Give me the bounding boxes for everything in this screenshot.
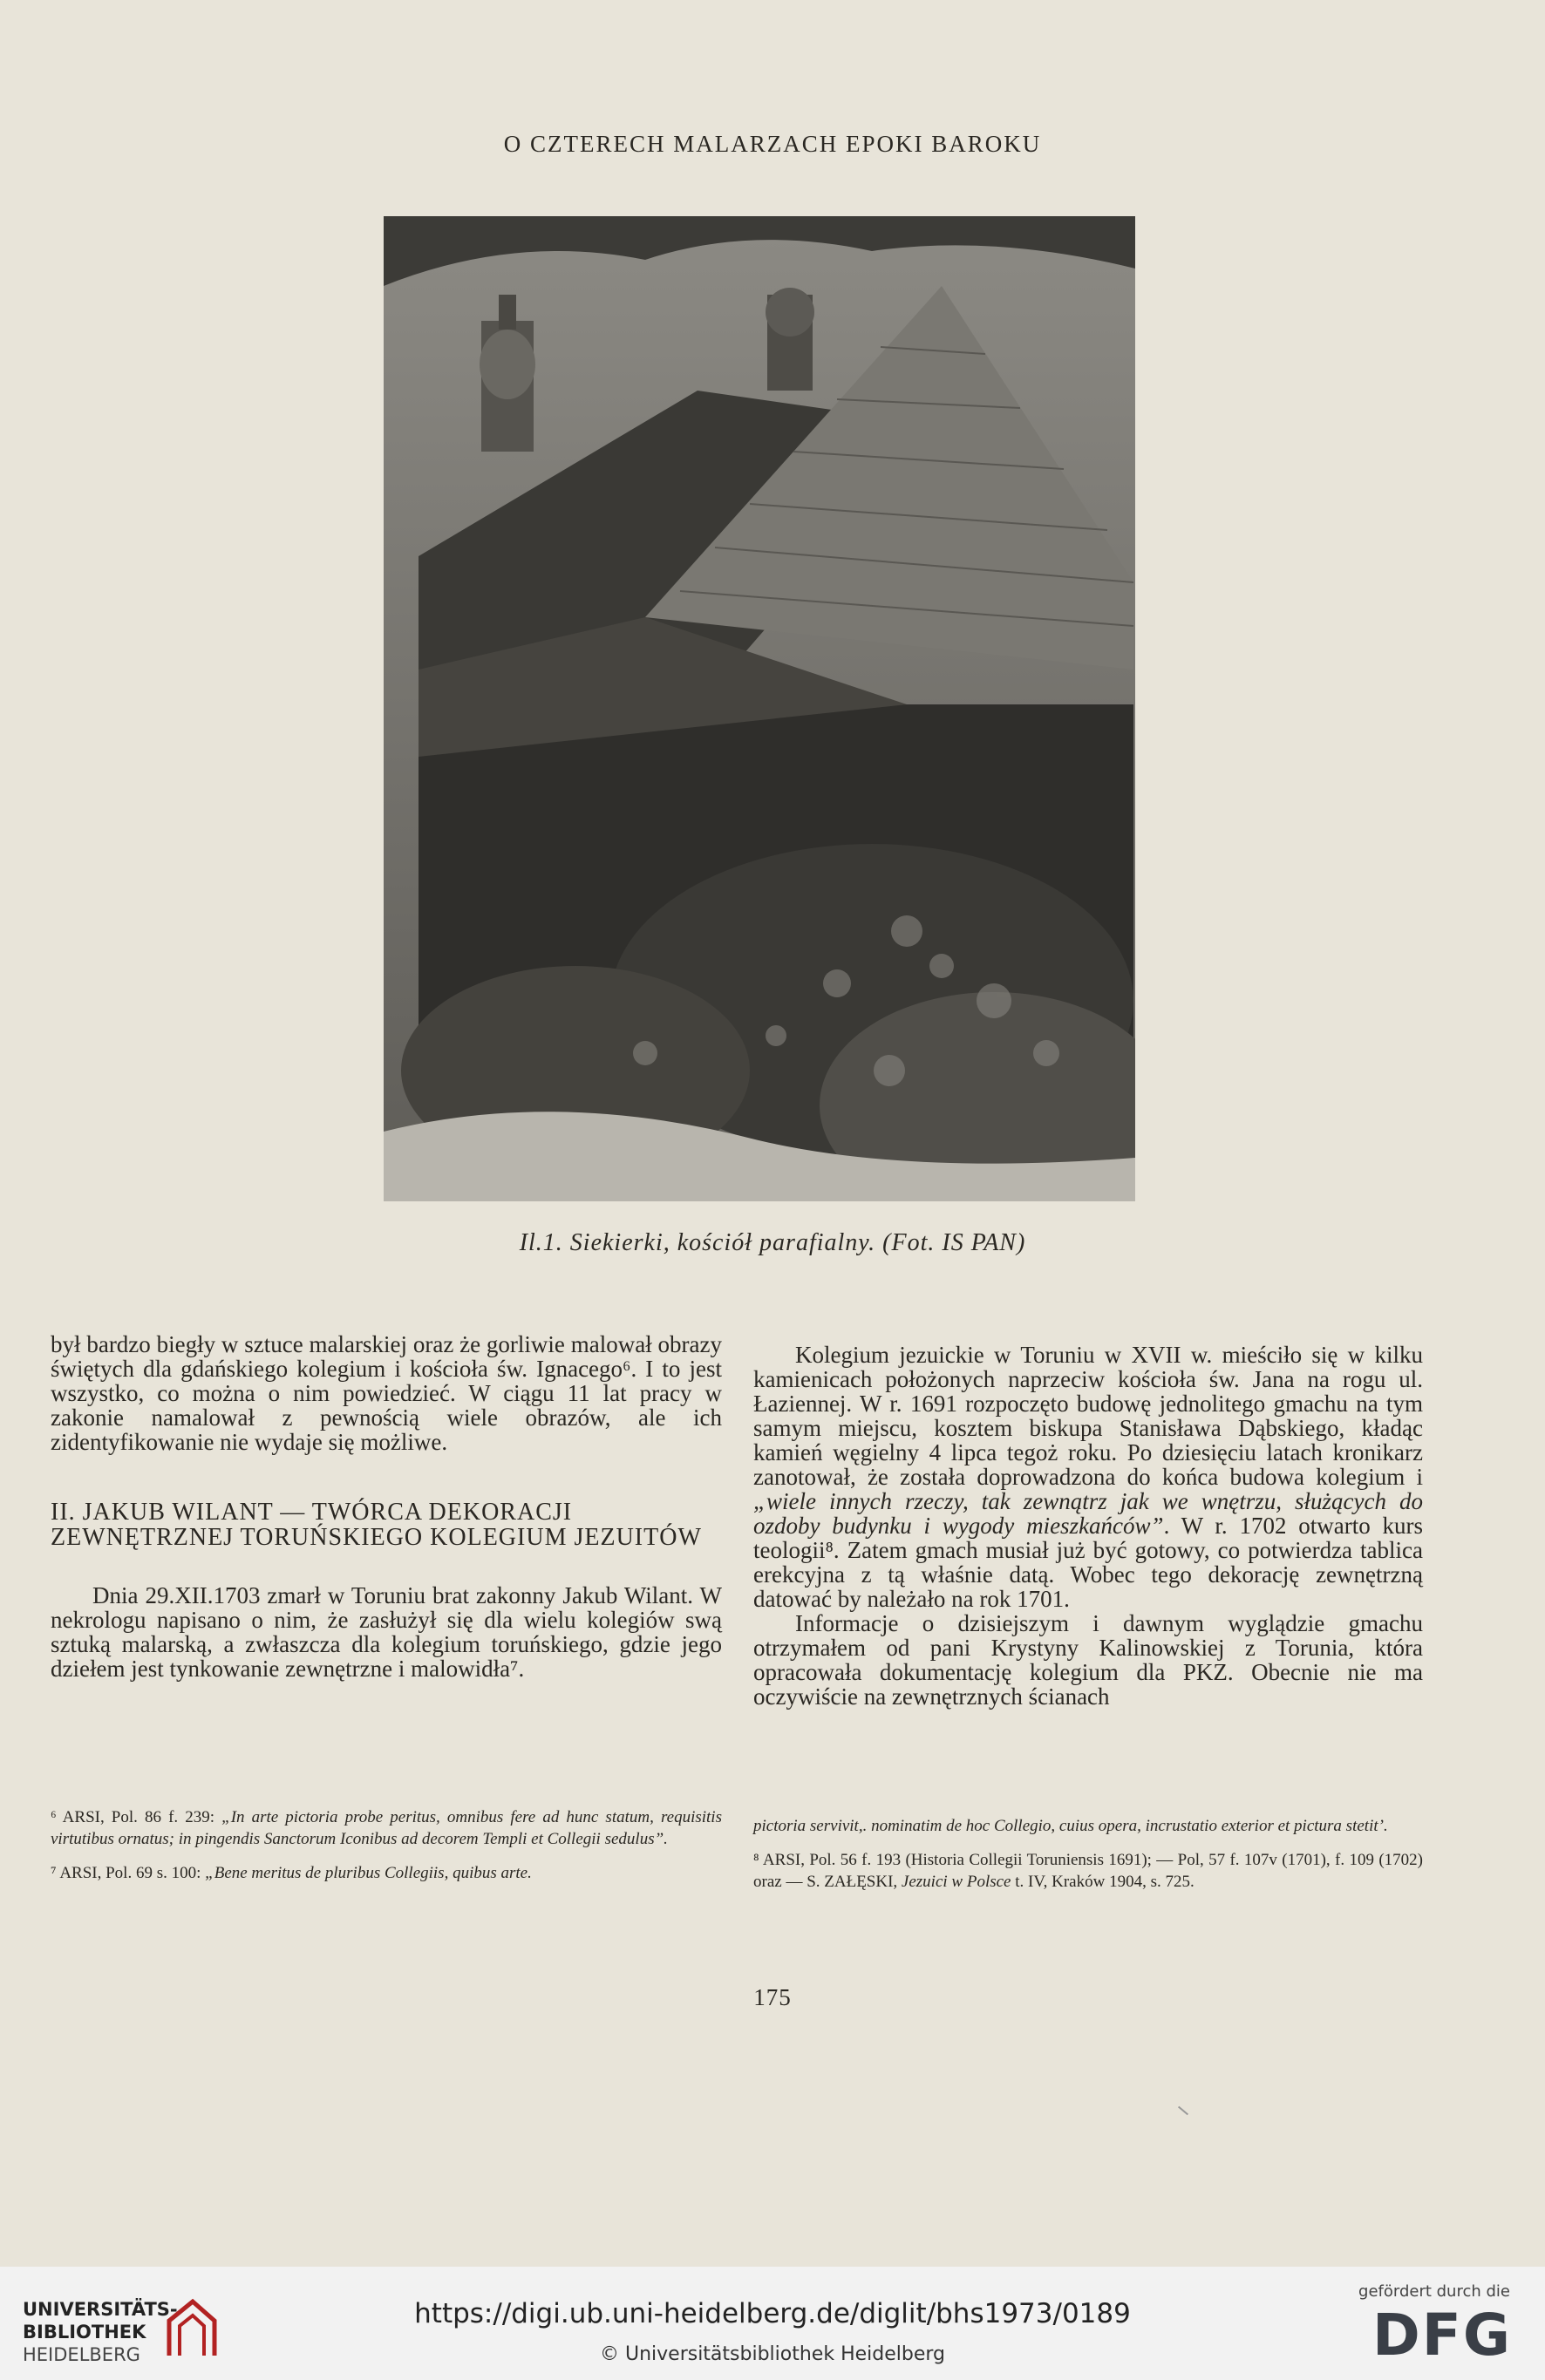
footnote-8: ⁸ ARSI, Pol. 56 f. 193 (Historia Collegii Toruniensis 1691); — Pol, 57 f. 107v (1701), f. 109 (1702) oraz — S. ZAŁĘSKI, Jezuici w Polsce t. IV, Kraków 1904, s. 725. — [753, 1851, 1423, 1891]
copyright-notice: © Universitätsbibliothek Heidelberg — [599, 2343, 945, 2365]
permalink-url[interactable]: https://digi.ub.uni-heidelberg.de/diglit/bhs1973/0189 — [414, 2298, 1131, 2329]
left-paragraph-2: Dnia 29.XII.1703 zmarł w Toruniu brat zakonny Jakub Wilant. W nekrologu napisano o nim, że zasłużył się dla wielu kolegiów swą sztuką malarską, a zwłaszcza dla kolegium toruńskiego, gdzie jego dziełem jest tynkowanie zewnętrzne i malowidła⁷. — [51, 1582, 722, 1682]
right-column — [753, 1343, 1423, 1709]
footnote-7: ⁷ ARSI, Pol. 69 s. 100: „Bene meritus de pluribus Collegiis, quibus arte. — [51, 1864, 532, 1882]
running-head: O CZTERECH MALARZACH EPOKI BAROKU — [503, 131, 1042, 157]
funding-note: gefördert durch die — [1358, 2282, 1510, 2301]
logo-line-1: UNIVERSITÄTS- — [23, 2299, 178, 2320]
dfg-logo[interactable]: DFG — [1371, 2302, 1512, 2369]
page-number: 175 — [753, 1984, 792, 2010]
church-photograph — [384, 216, 1135, 1201]
footnote-6: ⁶ ARSI, Pol. 86 f. 239: „In arte pictoria probe peritus, omnibus fere ad hunc statum, requisitis virtutibus ornatus; in pingendis Sanctorum Iconibus ad decorem Templi et Collegii sedulus”. — [51, 1808, 722, 1848]
right-paragraph-1: Kolegium jezuickie w Toruniu w XVII w. mieściło się w kilku kamienicach położonych naprzeciw kościoła św. Jana na rogu ul. Łaziennej. W r. 1691 rozpoczęto budowę jednolitego gmachu na tym samym miejscu, kosztem biskupa Stanisława Dąbskiego, kładąc kamień węgielny 4 lipca tegoż roku. Po dziesięciu latach kronikarz zanotował, że została doprowadzona do końca budowa kolegium i „wiele innych rzeczy, tak zewnątrz jak we wnętrzu, służących do ozdoby budynku i wygody mieszkańców”. W r. 1702 otwarto kurs teologii⁸. Zatem gmach musiał już być gotowy, co potwierdza tablica erekcyjna z tą właśnie datą. Wobec tego dekorację zewnętrzną datować by należało na rok 1701. — [753, 1342, 1423, 1612]
left-column — [51, 1332, 722, 1681]
logo-line-2: BIBLIOTHEK — [23, 2322, 146, 2343]
section-heading: II. JAKUB WILANT — TWÓRCA DEKORACJI ZEWNĘTRZNEJ TORUŃSKIEGO KOLEGIUM JEZUITÓW — [51, 1499, 702, 1551]
footnotes-right — [753, 1815, 1423, 1905]
left-paragraph-1: był bardzo biegły w sztuce malarskiej oraz że gorliwie malował obrazy świętych dla gdańskiego kolegium i kościoła św. Ignacego⁶. I to jest wszystko, co można o nim powiedzieć. W ciągu 11 lat pracy w zakonie namalował z pewnością wiele obrazów, ale ich zidentyfikowanie nie wydaje się możliwe. — [51, 1331, 722, 1455]
logo-line-3: HEIDELBERG — [23, 2344, 140, 2365]
footnotes-left — [51, 1806, 722, 1896]
page-speck — [1178, 2106, 1188, 2116]
footnote-7-continued: pictoria servivit,. nominatim de hoc Collegio, cuius opera, incrustatio exterior et pictura stetit’. — [753, 1817, 1388, 1835]
figure-caption: Il.1. Siekierki, kościół parafialny. (Fot. IS PAN) — [519, 1229, 1026, 1256]
right-paragraph-2: Informacje o dzisiejszym i dawnym wyglądzie gmachu otrzymałem od pani Krystyny Kalinowskiej z Torunia, która opracowała dokumentację kolegium dla PKZ. Obecnie nie ma oczywiście na zewnętrznych ścianach — [753, 1610, 1423, 1710]
viewer-footer — [0, 2267, 1545, 2380]
